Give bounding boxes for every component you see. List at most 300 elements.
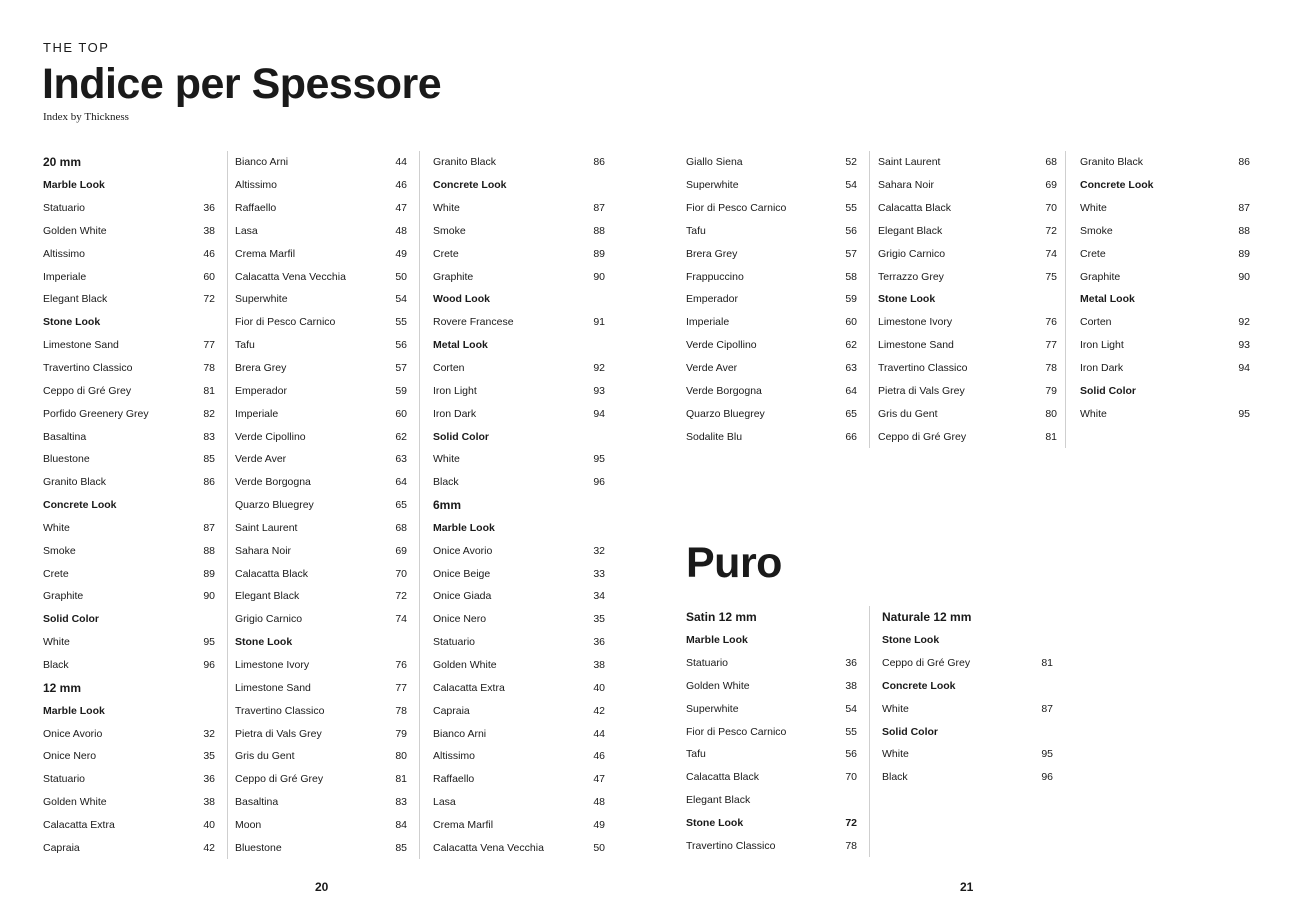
entry-page-number: 78 bbox=[203, 362, 215, 375]
category-heading bbox=[43, 494, 215, 517]
index-entry bbox=[433, 265, 605, 288]
page-subtitle: Index by Thickness bbox=[43, 111, 129, 123]
entry-label: Calacatta Extra bbox=[433, 681, 505, 694]
entry-page-number: 76 bbox=[395, 658, 407, 671]
page-number-right: 21 bbox=[960, 880, 974, 894]
entry-page-number: 63 bbox=[845, 362, 857, 375]
entry-page-number: 88 bbox=[203, 544, 215, 557]
index-entry bbox=[43, 539, 215, 562]
entry-page-number: 36 bbox=[203, 202, 215, 215]
index-column-4 bbox=[686, 151, 870, 448]
entry-page-number: 70 bbox=[395, 567, 407, 580]
entry-label: White bbox=[1080, 202, 1107, 215]
entry-label: Porfido Greenery Grey bbox=[43, 407, 149, 420]
entry-label: Limestone Ivory bbox=[235, 658, 310, 671]
entry-label: Saint Laurent bbox=[235, 521, 298, 534]
entry-page-number: 79 bbox=[395, 727, 407, 740]
entry-page-number: 96 bbox=[203, 658, 215, 671]
index-entry bbox=[235, 539, 407, 562]
entry-label: Statuario bbox=[433, 636, 476, 649]
entry-label: Travertino Classico bbox=[686, 839, 776, 852]
entry-label: Granito Black bbox=[433, 156, 497, 169]
index-entry bbox=[882, 766, 1053, 789]
index-entry bbox=[1080, 197, 1250, 220]
entry-label: Onice Avorio bbox=[433, 544, 493, 557]
index-entry bbox=[878, 151, 1057, 174]
entry-page-number: 69 bbox=[395, 544, 407, 557]
entry-label: Elegant Black bbox=[43, 293, 108, 306]
entry-label: Smoke bbox=[43, 544, 76, 557]
entry-label: Emperador bbox=[235, 384, 287, 397]
entry-label: Concrete Look bbox=[882, 679, 956, 692]
category-heading bbox=[878, 288, 1057, 311]
entry-page-number: 91 bbox=[593, 316, 605, 329]
index-entry bbox=[878, 174, 1057, 197]
entry-label: Gris du Gent bbox=[878, 407, 938, 420]
entry-label: Crete bbox=[43, 567, 69, 580]
index-entry bbox=[235, 471, 407, 494]
index-entry bbox=[686, 265, 857, 288]
index-entry bbox=[878, 425, 1057, 448]
entry-label: Travertino Classico bbox=[878, 362, 968, 375]
category-heading bbox=[882, 720, 1053, 743]
entry-page-number: 57 bbox=[845, 247, 857, 260]
index-entry bbox=[43, 265, 215, 288]
index-column-2 bbox=[235, 151, 420, 859]
index-entry bbox=[43, 197, 215, 220]
index-entry bbox=[43, 379, 215, 402]
entry-label: Imperiale bbox=[235, 407, 279, 420]
entry-page-number: 42 bbox=[203, 841, 215, 854]
index-entry bbox=[1080, 151, 1250, 174]
index-entry bbox=[433, 631, 605, 654]
entry-page-number: 86 bbox=[1238, 156, 1250, 169]
entry-label: Lasa bbox=[433, 796, 456, 809]
entry-label: Golden White bbox=[43, 224, 107, 237]
index-entry bbox=[433, 220, 605, 243]
index-entry bbox=[1080, 265, 1250, 288]
index-entry bbox=[1080, 402, 1250, 425]
entry-page-number: 35 bbox=[203, 750, 215, 763]
entry-page-number: 52 bbox=[845, 156, 857, 169]
entry-page-number: 57 bbox=[395, 362, 407, 375]
entry-label: White bbox=[882, 748, 909, 761]
entry-label: Tafu bbox=[235, 339, 255, 352]
entry-page-number: 68 bbox=[1045, 156, 1057, 169]
entry-page-number: 56 bbox=[845, 224, 857, 237]
entry-page-number: 38 bbox=[203, 224, 215, 237]
index-entry bbox=[433, 379, 605, 402]
entry-label: Moon bbox=[235, 818, 262, 831]
entry-page-number: 95 bbox=[593, 453, 605, 466]
entry-page-number: 89 bbox=[203, 567, 215, 580]
index-entry bbox=[235, 836, 407, 859]
entry-page-number: 81 bbox=[203, 384, 215, 397]
index-column-6 bbox=[1080, 151, 1250, 425]
entry-label: Iron Light bbox=[433, 384, 477, 397]
entry-page-number: 81 bbox=[1041, 657, 1053, 670]
entry-page-number: 60 bbox=[845, 316, 857, 329]
entry-label: Elegant Black bbox=[878, 224, 943, 237]
entry-label: Rovere Francese bbox=[433, 316, 514, 329]
entry-label: Capraia bbox=[433, 704, 470, 717]
entry-page-number: 87 bbox=[203, 521, 215, 534]
entry-label: Ceppo di Gré Grey bbox=[235, 773, 324, 786]
index-entry bbox=[43, 357, 215, 380]
index-entry bbox=[235, 357, 407, 380]
entry-label: Ceppo di Gré Grey bbox=[43, 384, 132, 397]
entry-label: Fior di Pesco Carnico bbox=[686, 202, 787, 215]
entry-page-number: 33 bbox=[593, 567, 605, 580]
entry-page-number: 90 bbox=[203, 590, 215, 603]
entry-label: Onice Nero bbox=[43, 750, 97, 763]
index-entry bbox=[878, 265, 1057, 288]
index-entry bbox=[235, 654, 407, 677]
index-entry bbox=[878, 197, 1057, 220]
entry-label: Raffaello bbox=[235, 202, 277, 215]
entry-label: Superwhite bbox=[686, 702, 739, 715]
entry-label: Calacatta Black bbox=[686, 771, 759, 784]
entry-page-number: 86 bbox=[203, 476, 215, 489]
entry-label: Concrete Look bbox=[433, 179, 507, 192]
index-entry bbox=[686, 425, 857, 448]
index-entry bbox=[43, 425, 215, 448]
index-entry bbox=[43, 654, 215, 677]
index-entry bbox=[433, 791, 605, 814]
entry-page-number: 64 bbox=[845, 384, 857, 397]
entry-label: Verde Cipollino bbox=[686, 339, 757, 352]
entry-label: Emperador bbox=[686, 293, 738, 306]
entry-label: White bbox=[433, 202, 460, 215]
index-entry bbox=[235, 425, 407, 448]
entry-label: Saint Laurent bbox=[878, 156, 941, 169]
category-heading bbox=[1080, 174, 1250, 197]
entry-label: Naturale 12 mm bbox=[882, 610, 972, 625]
entry-label: Solid Color bbox=[882, 725, 938, 738]
entry-label: Pietra di Vals Grey bbox=[878, 384, 965, 397]
index-entry bbox=[686, 379, 857, 402]
entry-page-number: 55 bbox=[845, 725, 857, 738]
entry-page-number: 96 bbox=[1041, 771, 1053, 784]
index-entry bbox=[235, 197, 407, 220]
entry-label: White bbox=[1080, 407, 1107, 420]
entry-label: Giallo Siena bbox=[686, 156, 743, 169]
category-heading bbox=[1080, 379, 1250, 402]
entry-page-number: 49 bbox=[593, 818, 605, 831]
entry-label: Brera Grey bbox=[235, 362, 287, 375]
entry-label: Crema Marfil bbox=[235, 247, 296, 260]
entry-page-number: 56 bbox=[395, 339, 407, 352]
entry-label: Travertino Classico bbox=[235, 704, 325, 717]
category-heading bbox=[686, 629, 857, 652]
entry-page-number: 65 bbox=[845, 407, 857, 420]
entry-label: Imperiale bbox=[686, 316, 730, 329]
entry-page-number: 81 bbox=[1045, 430, 1057, 443]
entry-page-number: 85 bbox=[203, 453, 215, 466]
puro-section-title: Puro bbox=[686, 539, 782, 587]
index-entry bbox=[43, 813, 215, 836]
entry-page-number: 54 bbox=[395, 293, 407, 306]
index-entry bbox=[43, 517, 215, 540]
entry-page-number: 94 bbox=[1238, 362, 1250, 375]
index-column-1 bbox=[43, 151, 228, 859]
index-entry bbox=[235, 311, 407, 334]
entry-label: Sahara Noir bbox=[235, 544, 292, 557]
index-entry bbox=[878, 311, 1057, 334]
entry-label: Capraia bbox=[43, 841, 80, 854]
index-entry bbox=[43, 768, 215, 791]
entry-page-number: 63 bbox=[395, 453, 407, 466]
entry-label: Travertino Classico bbox=[43, 362, 133, 375]
entry-page-number: 48 bbox=[593, 796, 605, 809]
entry-page-number: 54 bbox=[845, 702, 857, 715]
entry-page-number: 88 bbox=[1238, 224, 1250, 237]
entry-page-number: 62 bbox=[395, 430, 407, 443]
entry-label: Altissimo bbox=[43, 247, 86, 260]
entry-label: Metal Look bbox=[433, 339, 488, 352]
index-entry bbox=[686, 357, 857, 380]
index-entry bbox=[235, 220, 407, 243]
index-column-3 bbox=[433, 151, 605, 859]
index-entry bbox=[43, 631, 215, 654]
entry-page-number: 36 bbox=[593, 636, 605, 649]
entry-label: 12 mm bbox=[43, 680, 82, 695]
entry-page-number: 79 bbox=[1045, 384, 1057, 397]
entry-page-number: 34 bbox=[593, 590, 605, 603]
entry-label: Quarzo Bluegrey bbox=[686, 407, 765, 420]
index-entry bbox=[235, 265, 407, 288]
entry-label: Satin 12 mm bbox=[686, 610, 757, 625]
index-entry bbox=[1080, 220, 1250, 243]
entry-page-number: 64 bbox=[395, 476, 407, 489]
puro-column-naturale bbox=[882, 606, 1053, 789]
entry-label: White bbox=[43, 521, 70, 534]
index-entry bbox=[43, 562, 215, 585]
index-entry bbox=[686, 652, 857, 675]
index-entry bbox=[235, 242, 407, 265]
index-entry bbox=[882, 652, 1053, 675]
index-entry bbox=[882, 743, 1053, 766]
index-entry bbox=[235, 334, 407, 357]
entry-label: Marble Look bbox=[433, 521, 495, 534]
entry-page-number: 54 bbox=[845, 179, 857, 192]
entry-label: Calacatta Black bbox=[235, 567, 308, 580]
entry-label: Golden White bbox=[686, 679, 750, 692]
entry-label: Solid Color bbox=[43, 613, 99, 626]
entry-page-number: 46 bbox=[395, 179, 407, 192]
entry-page-number: 95 bbox=[1238, 407, 1250, 420]
entry-page-number: 58 bbox=[845, 270, 857, 283]
entry-page-number: 80 bbox=[1045, 407, 1057, 420]
entry-page-number: 40 bbox=[203, 818, 215, 831]
index-entry bbox=[433, 676, 605, 699]
entry-page-number: 95 bbox=[203, 636, 215, 649]
entry-page-number: 76 bbox=[1045, 316, 1057, 329]
entry-page-number: 46 bbox=[593, 750, 605, 763]
index-entry bbox=[433, 745, 605, 768]
entry-page-number: 77 bbox=[395, 681, 407, 694]
index-entry bbox=[433, 608, 605, 631]
entry-label: Stone Look bbox=[878, 293, 936, 306]
entry-page-number: 78 bbox=[395, 704, 407, 717]
entry-label: Terrazzo Grey bbox=[878, 270, 944, 283]
category-heading bbox=[43, 174, 215, 197]
entry-label: Elegant Black bbox=[686, 794, 751, 807]
index-entry bbox=[686, 743, 857, 766]
entry-label: Wood Look bbox=[433, 293, 490, 306]
entry-page-number: 89 bbox=[1238, 247, 1250, 260]
entry-page-number: 32 bbox=[593, 544, 605, 557]
index-entry bbox=[433, 311, 605, 334]
entry-label: Bluestone bbox=[43, 453, 90, 466]
index-entry bbox=[43, 722, 215, 745]
entry-label: Tafu bbox=[686, 748, 706, 761]
entry-label: Bianco Arni bbox=[433, 727, 487, 740]
entry-label: Corten bbox=[433, 362, 465, 375]
index-entry bbox=[686, 288, 857, 311]
entry-page-number: 86 bbox=[593, 156, 605, 169]
entry-label: Black bbox=[43, 658, 69, 671]
index-entry bbox=[433, 654, 605, 677]
entry-label: Granito Black bbox=[1080, 156, 1144, 169]
index-entry bbox=[43, 288, 215, 311]
entry-page-number: 72 bbox=[1045, 224, 1057, 237]
entry-label: Superwhite bbox=[235, 293, 288, 306]
index-entry bbox=[686, 402, 857, 425]
entry-label: Limestone Ivory bbox=[878, 316, 953, 329]
entry-page-number: 77 bbox=[1045, 339, 1057, 352]
index-entry bbox=[878, 242, 1057, 265]
entry-label: Fior di Pesco Carnico bbox=[235, 316, 336, 329]
entry-page-number: 59 bbox=[395, 384, 407, 397]
entry-label: Bluestone bbox=[235, 841, 282, 854]
index-entry bbox=[686, 334, 857, 357]
index-entry bbox=[235, 676, 407, 699]
entry-page-number: 50 bbox=[593, 841, 605, 854]
index-entry bbox=[686, 675, 857, 698]
entry-label: Concrete Look bbox=[1080, 179, 1154, 192]
entry-label: Ceppo di Gré Grey bbox=[878, 430, 967, 443]
index-entry bbox=[235, 174, 407, 197]
entry-label: Marble Look bbox=[43, 704, 105, 717]
index-entry bbox=[235, 151, 407, 174]
entry-label: Limestone Sand bbox=[235, 681, 311, 694]
index-entry bbox=[433, 539, 605, 562]
category-heading bbox=[433, 517, 605, 540]
index-entry bbox=[686, 766, 857, 789]
index-entry bbox=[686, 697, 857, 720]
category-heading bbox=[882, 675, 1053, 698]
entry-page-number: 60 bbox=[203, 270, 215, 283]
index-entry bbox=[433, 151, 605, 174]
entry-label: Stone Look bbox=[882, 634, 940, 647]
entry-label: Corten bbox=[1080, 316, 1112, 329]
entry-label: Solid Color bbox=[1080, 384, 1136, 397]
entry-page-number: 75 bbox=[1045, 270, 1057, 283]
entry-label: Quarzo Bluegrey bbox=[235, 499, 314, 512]
thickness-heading bbox=[686, 606, 857, 629]
entry-label: Altissimo bbox=[433, 750, 476, 763]
index-entry bbox=[686, 197, 857, 220]
index-entry bbox=[882, 697, 1053, 720]
entry-page-number: 90 bbox=[1238, 270, 1250, 283]
index-entry bbox=[686, 151, 857, 174]
entry-label: Smoke bbox=[1080, 224, 1113, 237]
entry-label: Stone Look bbox=[43, 316, 101, 329]
entry-label: Statuario bbox=[686, 657, 729, 670]
category-heading bbox=[43, 699, 215, 722]
entry-label: Statuario bbox=[43, 773, 86, 786]
entry-page-number: 84 bbox=[395, 818, 407, 831]
index-column-5 bbox=[878, 151, 1066, 448]
entry-page-number: 87 bbox=[1041, 702, 1053, 715]
index-entry bbox=[433, 585, 605, 608]
entry-label: Iron Light bbox=[1080, 339, 1124, 352]
entry-page-number: 83 bbox=[203, 430, 215, 443]
entry-label: Frappuccino bbox=[686, 270, 744, 283]
entry-page-number: 77 bbox=[203, 339, 215, 352]
entry-page-number: 36 bbox=[845, 657, 857, 670]
entry-label: Marble Look bbox=[43, 179, 105, 192]
entry-label: Calacatta Vena Vecchia bbox=[235, 270, 346, 283]
index-entry bbox=[43, 402, 215, 425]
entry-label: Superwhite bbox=[686, 179, 739, 192]
entry-label: Verde Cipollino bbox=[235, 430, 306, 443]
index-entry bbox=[433, 402, 605, 425]
index-entry bbox=[43, 745, 215, 768]
entry-label: Metal Look bbox=[1080, 293, 1135, 306]
entry-label: Limestone Sand bbox=[878, 339, 954, 352]
entry-label: Verde Aver bbox=[235, 453, 287, 466]
entry-page-number: 70 bbox=[1045, 202, 1057, 215]
entry-label: Bianco Arni bbox=[235, 156, 289, 169]
entry-page-number: 55 bbox=[845, 202, 857, 215]
index-entry bbox=[43, 791, 215, 814]
entry-label: Crete bbox=[433, 247, 459, 260]
entry-page-number: 96 bbox=[593, 476, 605, 489]
entry-page-number: 74 bbox=[1045, 247, 1057, 260]
entry-label: Pietra di Vals Grey bbox=[235, 727, 322, 740]
index-entry bbox=[686, 220, 857, 243]
entry-label: 20 mm bbox=[43, 155, 82, 170]
entry-label: Ceppo di Gré Grey bbox=[882, 657, 971, 670]
entry-page-number: 70 bbox=[845, 771, 857, 784]
entry-label: Grigio Carnico bbox=[878, 247, 946, 260]
entry-label: Lasa bbox=[235, 224, 258, 237]
entry-page-number: 38 bbox=[845, 679, 857, 692]
entry-label: White bbox=[433, 453, 460, 466]
entry-label: Graphite bbox=[1080, 270, 1121, 283]
entry-page-number: 44 bbox=[395, 156, 407, 169]
index-entry bbox=[43, 448, 215, 471]
entry-label: Granito Black bbox=[43, 476, 107, 489]
entry-label: Onice Avorio bbox=[43, 727, 103, 740]
entry-page-number: 38 bbox=[203, 796, 215, 809]
entry-page-number: 72 bbox=[845, 817, 857, 830]
entry-page-number: 93 bbox=[1238, 339, 1250, 352]
entry-label: Golden White bbox=[433, 658, 497, 671]
entry-page-number: 65 bbox=[395, 499, 407, 512]
index-entry bbox=[686, 311, 857, 334]
entry-label: Black bbox=[433, 476, 459, 489]
entry-page-number: 90 bbox=[593, 270, 605, 283]
index-entry bbox=[878, 220, 1057, 243]
index-entry bbox=[686, 834, 857, 857]
entry-page-number: 92 bbox=[1238, 316, 1250, 329]
entry-label: White bbox=[43, 636, 70, 649]
entry-label: Calacatta Vena Vecchia bbox=[433, 841, 544, 854]
index-entry bbox=[43, 471, 215, 494]
